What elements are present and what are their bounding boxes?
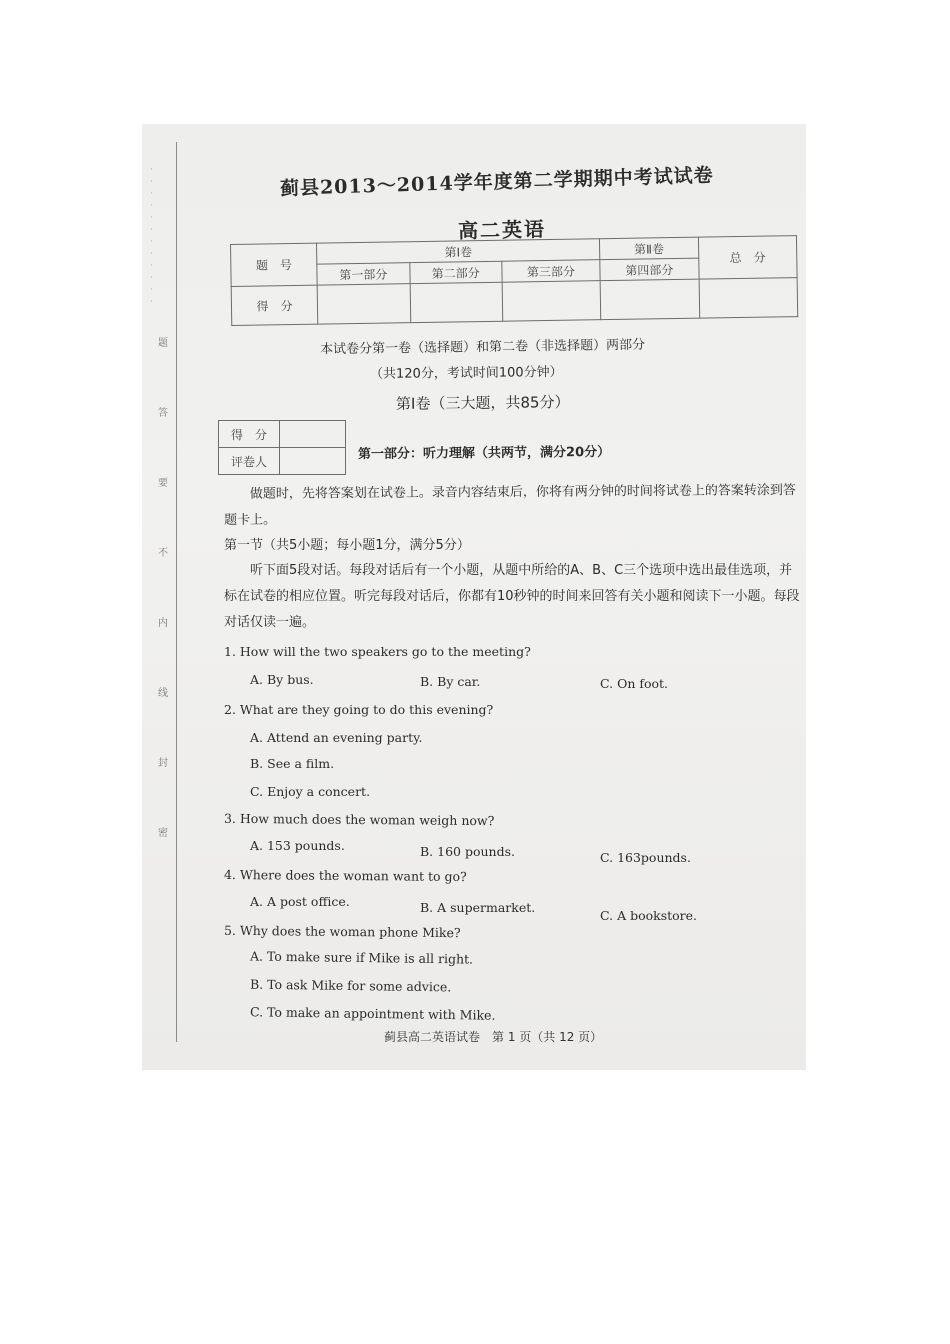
question-3-option-a: A. 153 pounds. xyxy=(250,838,345,853)
question-1: 1. How will the two speakers go to the meeting? xyxy=(224,644,531,659)
exam-page-photo xyxy=(142,124,806,1070)
score-summary-table xyxy=(230,235,798,326)
question-2-option-a: A. Attend an evening party. xyxy=(250,730,423,745)
score-cell xyxy=(410,282,503,322)
question-5-option-c: C. To make an appointment with Mike. xyxy=(249,1004,496,1023)
grader-name-label: 评卷人 xyxy=(219,448,280,475)
question-1-option-b: B. By car. xyxy=(420,674,481,689)
question-1-option-a: A. By bus. xyxy=(250,672,314,687)
row-label-question-number: 题 号 xyxy=(231,243,318,286)
question-3: 3. How much does the woman weigh now? xyxy=(223,810,495,829)
exam-intro-line2: （共120分，考试时间100分钟） xyxy=(369,364,563,383)
question-4-option-a: A. A post office. xyxy=(250,894,350,909)
exam-intro-line1: 本试卷分第一卷（选择题）和第二卷（非选择题）两部分 xyxy=(319,337,646,358)
binding-line xyxy=(176,142,177,1042)
question-2: 2. What are they going to do this evening? xyxy=(224,702,494,717)
score-cell xyxy=(600,279,699,320)
instruction-paragraph: 听下面5段对话。每段对话后有一个小题，从题中所给的A、B、C三个选项中选出最佳选项，并标在试卷的相应位置。听完每段对话后，你都有10秒钟的时间来回答有关小题和阅读下一小题。每段对话仅读一遍。 xyxy=(224,563,800,630)
grader-score-cell xyxy=(280,421,346,448)
question-2-option-b: B. See a film. xyxy=(250,756,335,771)
question-3-option-b: B. 160 pounds. xyxy=(420,844,515,859)
question-5: 5. Why does the woman phone Mike? xyxy=(223,922,461,941)
row-label-score: 得 分 xyxy=(231,285,318,325)
binding-char: 封 xyxy=(158,758,168,769)
binding-char: 线 xyxy=(158,688,168,699)
question-5-option-b: B. To ask Mike for some advice. xyxy=(249,976,452,995)
question-4-option-b: B. A supermarket. xyxy=(420,900,536,915)
question-4-option-c: C. A bookstore. xyxy=(600,908,698,923)
question-4: 4. Where does the woman want to go? xyxy=(223,866,467,885)
binding-char: 内 xyxy=(158,618,168,629)
score-cell xyxy=(502,281,601,322)
question-1-option-c: C. On foot. xyxy=(600,676,669,691)
grader-name-cell xyxy=(280,448,346,475)
binding-char: 答 xyxy=(158,408,168,419)
exam-subject: 高二英语 xyxy=(457,217,547,243)
binding-margin-text xyxy=(156,334,170,854)
question-2-option-c: C. Enjoy a concert. xyxy=(250,784,371,799)
part-header: 第四部分 xyxy=(600,258,699,281)
page-footer: 蓟县高二英语试卷 第 1 页（共 12 页） xyxy=(384,1030,603,1044)
instruction-paragraph: 做题时，先将答案划在试卷上。录音内容结束后，你将有两分钟的时间将试卷上的答案转涂到答题卡上。 xyxy=(224,483,796,529)
total-header: 总 分 xyxy=(698,236,797,280)
exam-content xyxy=(220,144,800,1064)
grader-score-label: 得 分 xyxy=(219,421,280,448)
grader-box xyxy=(218,420,346,475)
part-header: 第三部分 xyxy=(502,260,601,283)
score-cell xyxy=(699,278,798,319)
question-3-option-c: C. 163pounds. xyxy=(600,850,691,865)
part-header: 第一部分 xyxy=(317,263,410,285)
volume2-header: 第Ⅱ卷 xyxy=(600,237,699,260)
question-5-option-a: A. To make sure if Mike is all right. xyxy=(249,948,474,967)
binding-char: 要 xyxy=(158,478,168,489)
volume1-header: 第Ⅰ卷 xyxy=(317,239,600,264)
part1-heading: 第一部分：听力理解（共两节，满分20分） xyxy=(357,444,611,463)
part-header: 第二部分 xyxy=(409,261,502,283)
exam-title: 蓟县2013～2014学年度第二学期期中考试试卷 xyxy=(279,164,714,200)
score-cell xyxy=(317,284,410,324)
section-label: 第一节（共5小题；每小题1分，满分5分） xyxy=(224,538,470,553)
binding-dash-marks: · · · · · · · · · · · · xyxy=(150,165,153,307)
binding-char: 不 xyxy=(158,548,168,559)
binding-char: 密 xyxy=(158,828,168,839)
volume1-title: 第Ⅰ卷（三大题，共85分） xyxy=(395,393,570,413)
binding-char: 题 xyxy=(158,338,168,349)
